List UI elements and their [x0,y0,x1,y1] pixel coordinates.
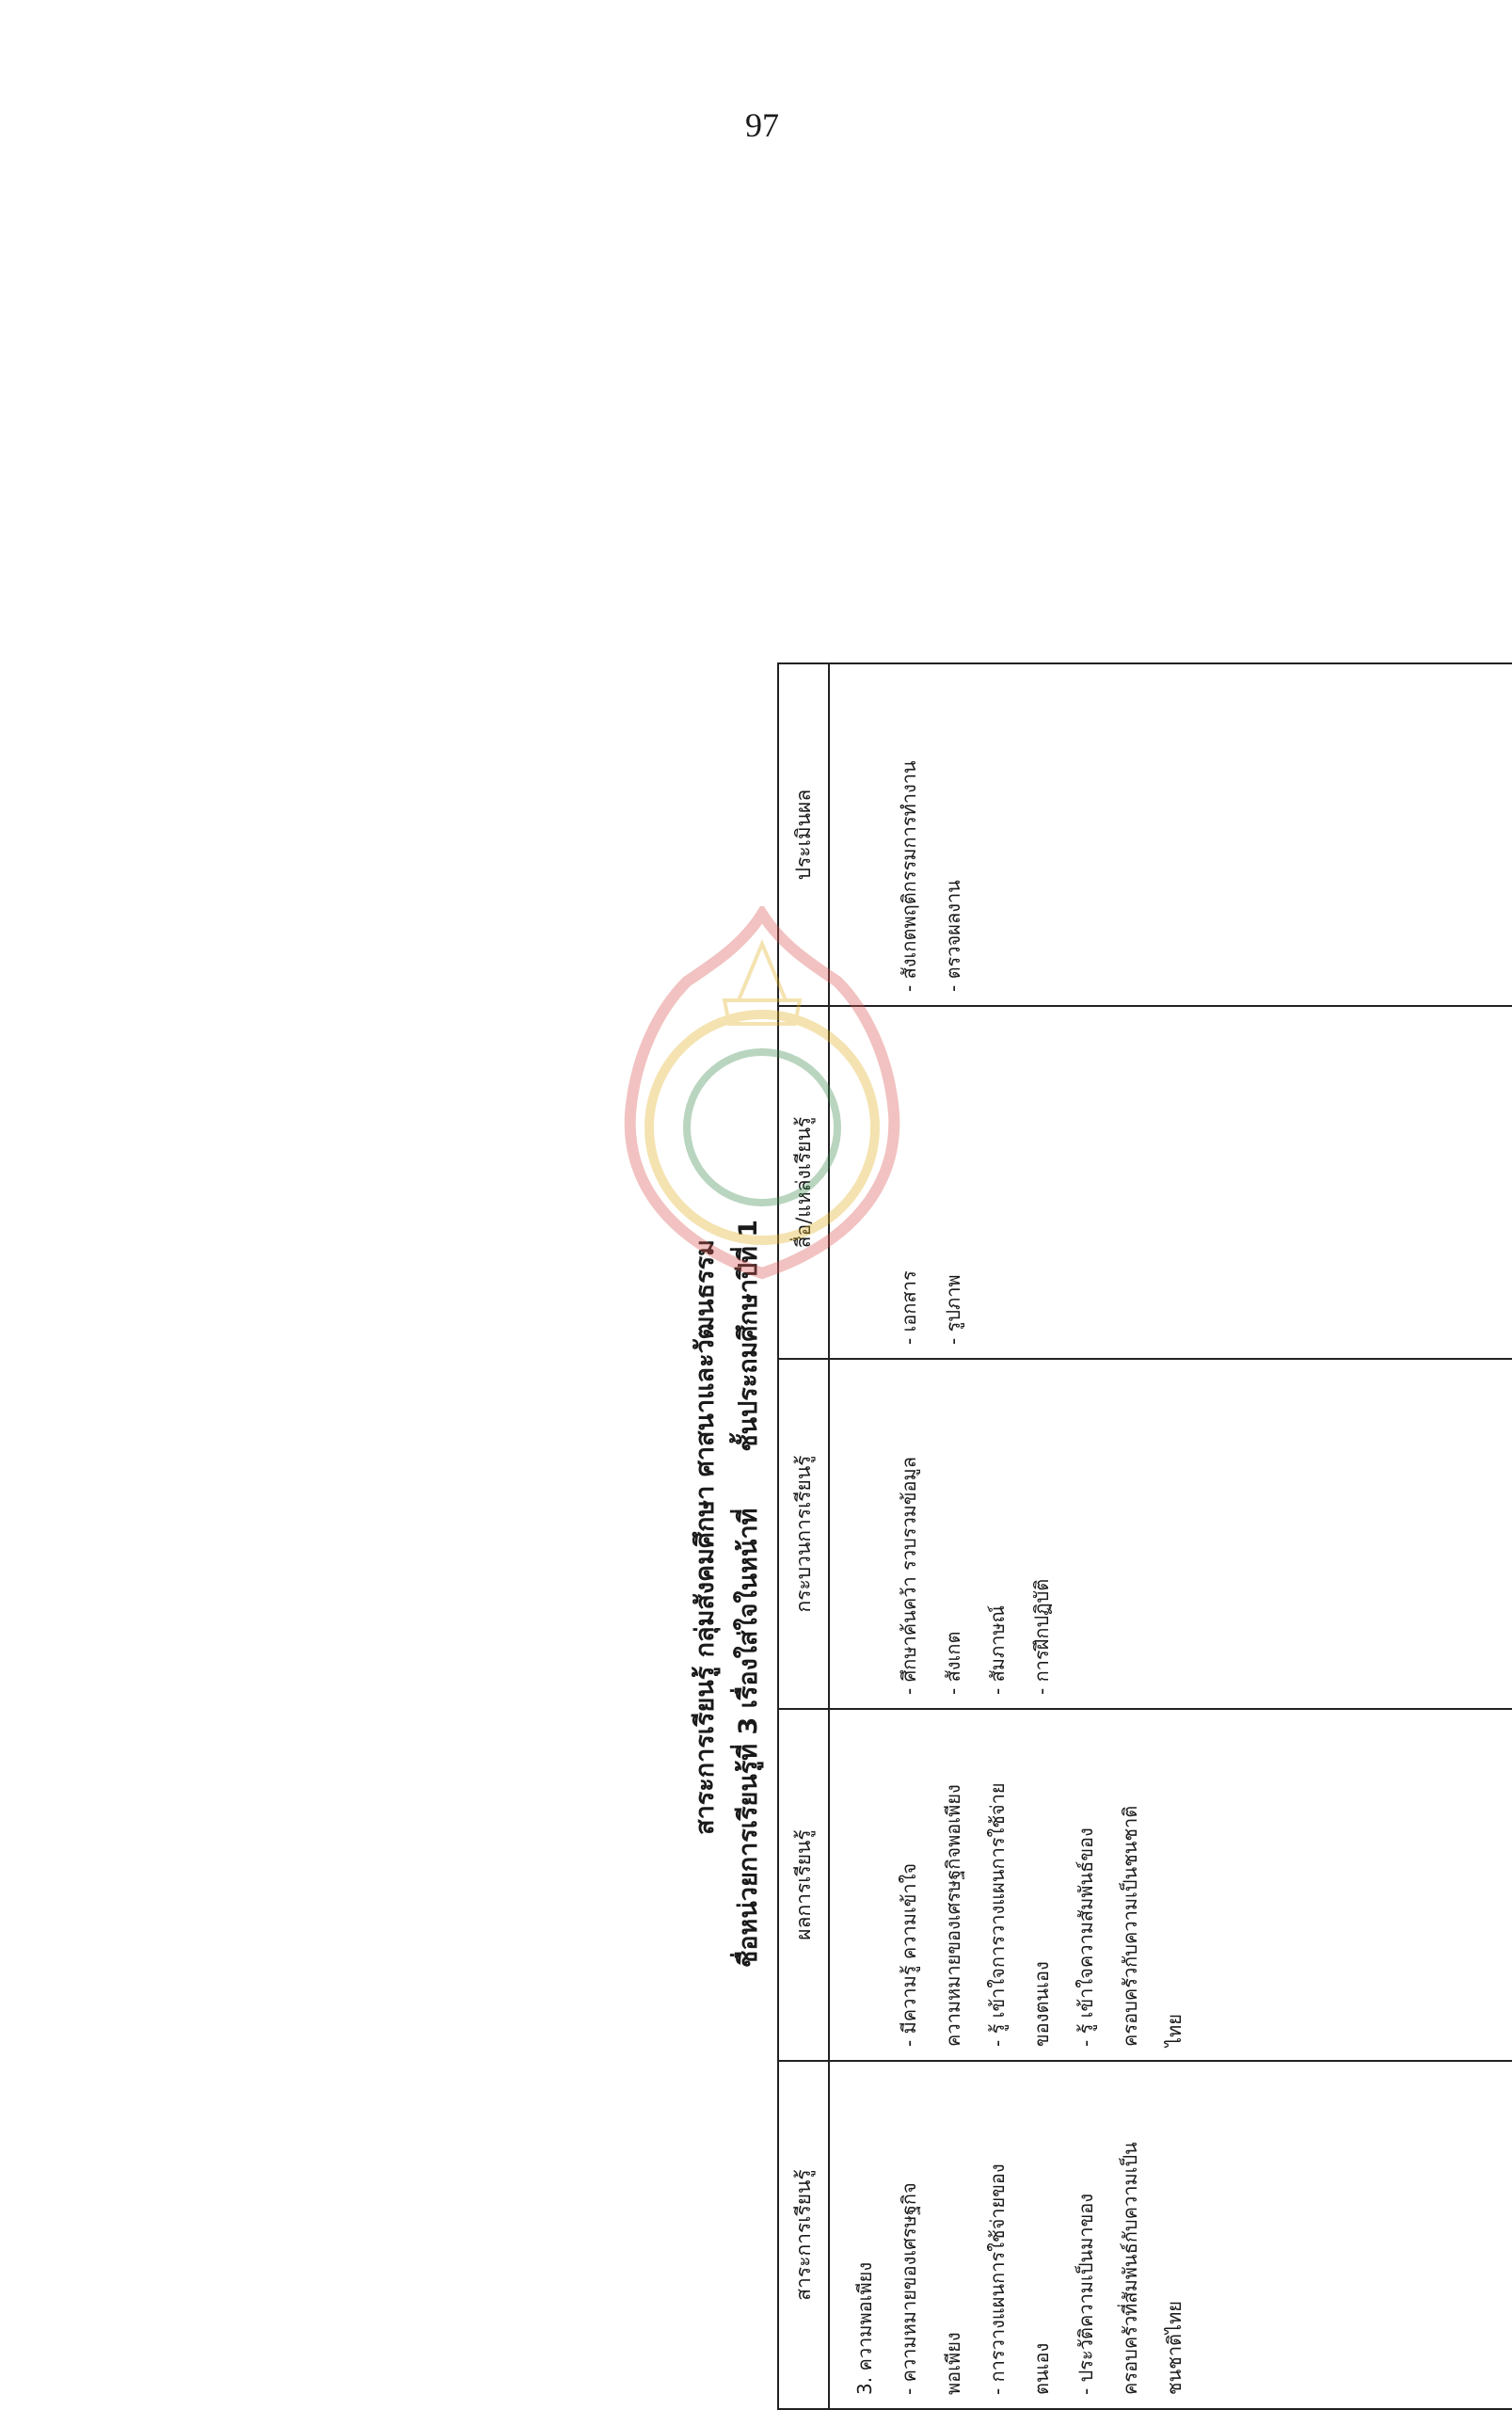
cell-line: - รู้ เข้าใจการวางแผนการใช้จ่าย [986,1782,1009,2047]
cell-line: - สังเกตพฤติกรรมการทำงาน [898,760,920,992]
cell-line: ครอบครัวกับความเป็นชนชาติ [1119,1805,1141,2047]
cell-line: - การวางแผนการใช้จ่ายของ [986,2163,1009,2395]
cell-line: - สัมภาษณ์ [986,1604,1009,1695]
cell-line: - สังเกต [942,1631,964,1695]
cell-line: - เอกสาร [898,1270,920,1345]
header-evaluation: ประเมินผล [778,663,829,1006]
heading-line-2 [727,1220,768,1968]
cell-line: - การฝึกปฏิบัติ [1030,1578,1053,1695]
heading-line-1: สาระการเรียนรู้ กลุ่มสังคมศึกษา ศาสนาและวัฒนธรรม [691,1239,720,1835]
heading-unit-title: ชื่อหน่วยการเรียนรู้ที่ 3 เรื่องใส่ใจในหน้าที่ [734,1508,763,1968]
cell-evaluation [829,663,1512,1006]
table-row [829,663,1512,2409]
heading-grade-level: ชั้นประถมศึกษาปีที่ 1 [734,1220,763,1452]
seal-outer-shape [630,914,895,1273]
cell-line: - รูปภาพ [942,1274,964,1345]
cell-line: ของตนเอง [1030,1961,1053,2047]
cell-line: - ตรวจผลงาน [942,880,964,992]
cell-media [829,1006,1512,1359]
page-number: 97 [745,106,779,144]
header-media: สื่อ/แหล่งเรียนรู้ [778,1006,829,1359]
cell-line: ความหมายของเศรษฐกิจพอเพียง [942,1784,964,2047]
office-seal-watermark-icon [621,906,903,1283]
header-content: สาระการเรียนรู้ [778,2061,829,2409]
seal-inner-emblem [687,1052,837,1203]
cell-line: พอเพียง [942,2332,964,2395]
cell-process [829,1359,1512,1709]
cell-line: - ศึกษาค้นคว้า รวบรวมข้อมูล [898,1457,920,1695]
cell-line: ชนชาติไทย [1163,2301,1186,2395]
header-process: กระบวนการเรียนรู้ [778,1359,829,1709]
cell-content [829,2061,1512,2409]
cell-line: - ประวัติความเป็นมาของ [1074,2193,1097,2395]
cell-line: - ความหมายของเศรษฐกิจ [898,2182,920,2395]
cell-line: ตนเอง [1030,2342,1053,2395]
cell-line: - มีความรู้ ความเข้าใจ [898,1862,920,2047]
cell-line: - รู้ เข้าใจความสัมพันธ์ของ [1074,1827,1097,2047]
cell-line: 3. ความพอเพียง [853,2261,876,2395]
header-outcomes: ผลการเรียนรู้ [778,1709,829,2061]
cell-line: ไทย [1163,2014,1186,2047]
cell-outcomes [829,1709,1512,2061]
cell-line: ครอบครัวที่สัมพันธ์กับความเป็น [1119,2142,1141,2395]
